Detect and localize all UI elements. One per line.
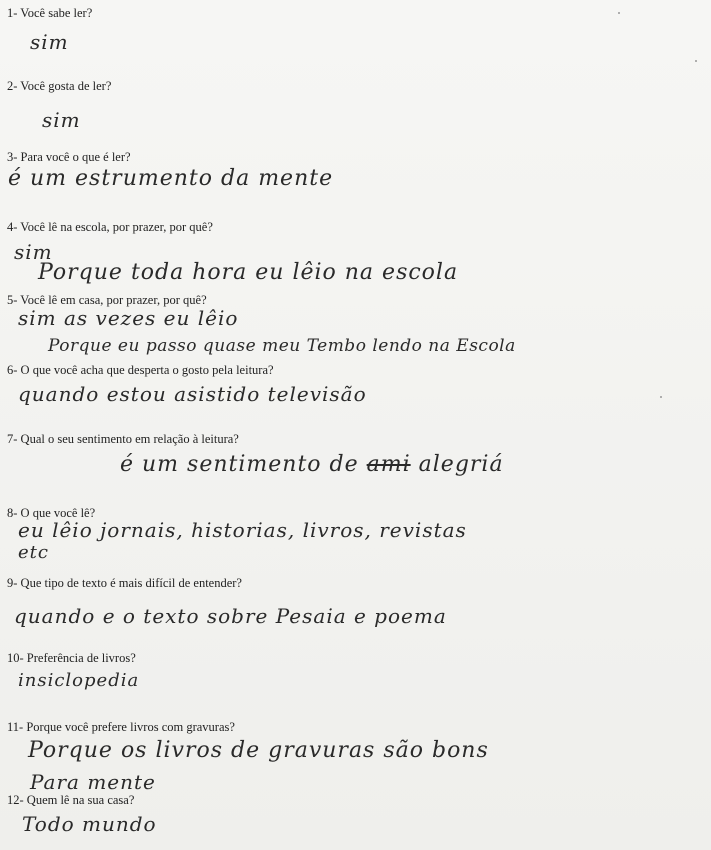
question-3: 3- Para você o que é ler? (7, 150, 131, 164)
answer-7-text: é um sentimento de (120, 452, 359, 477)
paper-speck (695, 60, 697, 62)
answer-10: insiclopedia (18, 670, 140, 691)
question-1: 1- Você sabe ler? (7, 6, 93, 20)
answer-7-crossed-word: ami (366, 452, 411, 477)
question-8: 8- O que você lê? (7, 506, 96, 520)
paper-speck (660, 396, 662, 398)
question-5: 5- Você lê em casa, por prazer, por quê? (7, 293, 207, 307)
answer-4b: Porque toda hora eu lêio na escola (38, 260, 459, 285)
question-12: 12- Quem lê na sua casa? (7, 793, 135, 807)
question-11: 11- Porque você prefere livros com gravuras? (7, 720, 235, 734)
answer-2: sim (42, 108, 81, 132)
answer-8a: eu lêio jornais, historias, livros, revistas (18, 518, 467, 542)
question-6: 6- O que você acha que desperta o gosto pela leitura? (7, 363, 274, 377)
question-2: 2- Você gosta de ler? (7, 79, 112, 93)
answer-8b: etc (18, 542, 49, 563)
answer-3: é um estrumento da mente (8, 166, 334, 191)
paper-speck (618, 12, 620, 14)
question-7: 7- Qual o seu sentimento em relação à leitura? (7, 432, 239, 446)
answer-5a: sim as vezes eu lêio (18, 306, 239, 330)
question-9: 9- Que tipo de texto é mais difícil de entender? (7, 576, 242, 590)
answer-11b: Para mente (30, 770, 156, 794)
question-10: 10- Preferência de livros? (7, 651, 136, 665)
answer-9: quando e o texto sobre Pesaia e poema (14, 604, 447, 628)
answer-1: sim (30, 30, 69, 54)
question-4: 4- Você lê na escola, por prazer, por quê? (7, 220, 213, 234)
answer-12: Todo mundo (22, 812, 157, 836)
answer-6: quando estou asistido televisão (18, 382, 367, 406)
answer-11a: Porque os livros de gravuras são bons (28, 738, 489, 763)
answer-7 (120, 452, 504, 477)
answer-7-end: alegriá (418, 452, 504, 477)
answer-4a: sim (14, 240, 53, 264)
answer-5b: Porque eu passo quase meu Tembo lendo na Escola (48, 336, 516, 356)
